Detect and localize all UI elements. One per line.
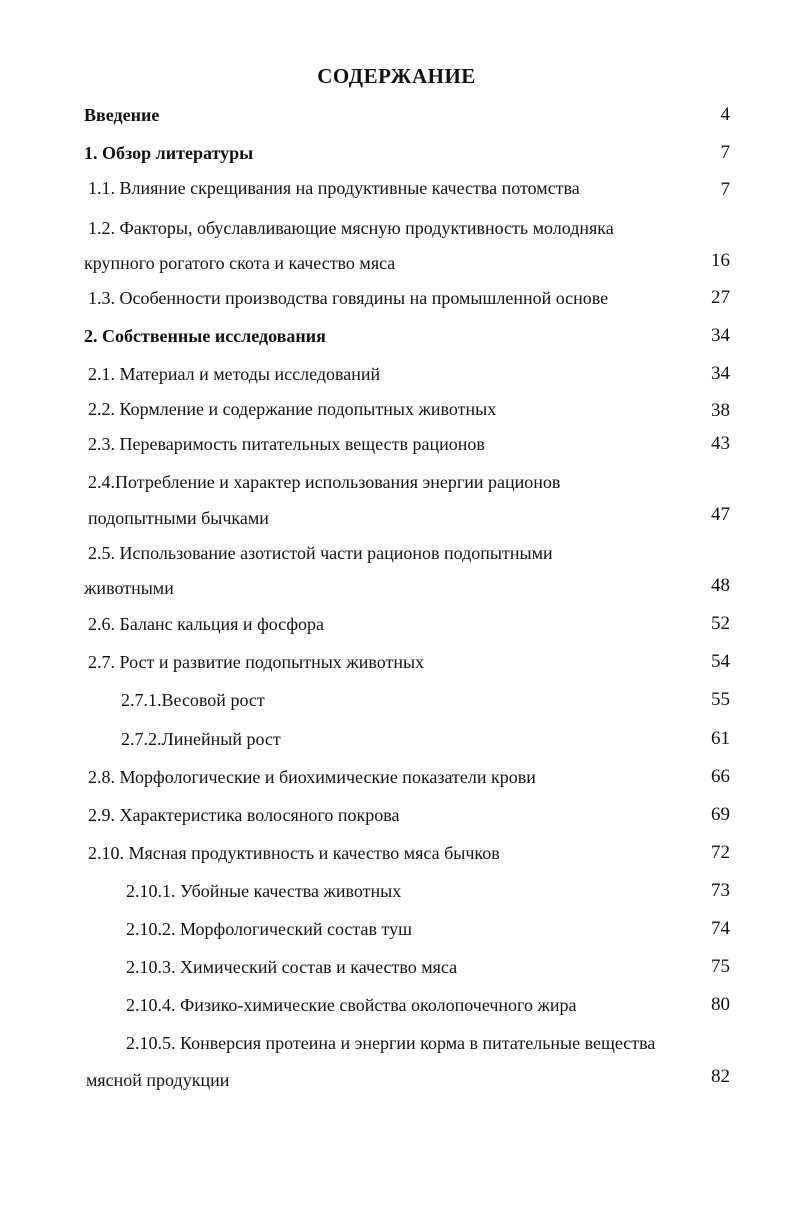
toc-page-number: 7 — [720, 142, 730, 163]
toc-entry-2-1: 2.1. Материал и методы исследований — [88, 364, 381, 384]
toc-page-number: 47 — [711, 504, 730, 525]
toc-entry-1-3: 1.3. Особенности производства говядины на промышленной основе — [88, 288, 609, 308]
toc-entry-2-8: 2.8. Морфологические и биохимические показатели крови — [88, 767, 536, 787]
toc-page-number: 61 — [711, 728, 730, 749]
toc-entry-2-10-1: 2.10.1. Убойные качества животных — [126, 881, 402, 901]
toc-page-number: 7 — [720, 179, 730, 200]
toc-entry-1-2-continued: крупного рогатого скота и качество мяса — [84, 253, 396, 273]
toc-entry-2-4-continued: подопытными бычками — [88, 508, 269, 528]
toc-entry-section-1: 1. Обзор литературы — [84, 143, 254, 163]
toc-page-number: 73 — [711, 880, 730, 901]
toc-entry-2-5: 2.5. Использование азотистой части рационов подопытными — [88, 543, 553, 563]
toc-page-number: 16 — [711, 250, 730, 271]
toc-page-number: 48 — [711, 575, 730, 596]
toc-entry-2-4: 2.4.Потребление и характер использования энергии рационов — [88, 472, 561, 492]
toc-page-number: 75 — [711, 956, 730, 977]
toc-page-number: 72 — [711, 842, 730, 863]
toc-entry-2-10-5-continued: мясной продукции — [86, 1070, 230, 1090]
toc-page-number: 69 — [711, 804, 730, 825]
toc-page-number: 43 — [711, 433, 730, 454]
toc-page-number: 80 — [711, 994, 730, 1015]
toc-entry-introduction: Введение — [84, 105, 160, 125]
toc-entry-2-10: 2.10. Мясная продуктивность и качество мяса бычков — [88, 843, 500, 863]
toc-entry-2-10-5: 2.10.5. Конверсия протеина и энергии корма в питательные вещества — [126, 1033, 656, 1053]
toc-entry-section-2: 2. Собственные исследования — [84, 326, 326, 346]
toc-page-number: 82 — [711, 1066, 730, 1087]
page-title: СОДЕРЖАНИЕ — [317, 64, 476, 88]
toc-entry-2-6: 2.6. Баланс кальция и фосфора — [88, 614, 325, 634]
toc-page-number: 27 — [711, 287, 730, 308]
toc-page-number: 74 — [711, 918, 730, 939]
toc-entry-2-9: 2.9. Характеристика волосяного покрова — [88, 805, 400, 825]
toc-entry-2-5-continued: животными — [84, 578, 174, 598]
toc-entry-2-3: 2.3. Переваримость питательных веществ рационов — [88, 434, 485, 454]
toc-page-number: 4 — [720, 104, 730, 125]
toc-page-number: 55 — [711, 689, 730, 710]
toc-entry-1-2: 1.2. Факторы, обуславливающие мясную продуктивность молодняка — [88, 218, 614, 238]
toc-page-number: 66 — [711, 766, 730, 787]
toc-entry-2-7-2: 2.7.2.Линейный рост — [121, 729, 281, 749]
toc-entry-1-1: 1.1. Влияние скрещивания на продуктивные качества потомства — [88, 178, 580, 198]
toc-page-number: 52 — [711, 613, 730, 634]
toc-entry-2-2: 2.2. Кормление и содержание подопытных животных — [88, 399, 497, 419]
toc-page-number: 34 — [711, 363, 730, 384]
toc-entry-2-7-1: 2.7.1.Весовой рост — [121, 690, 265, 710]
toc-page-number: 54 — [711, 651, 730, 672]
toc-page-number: 38 — [711, 400, 730, 421]
toc-entry-2-10-3: 2.10.3. Химический состав и качество мяса — [126, 957, 458, 977]
toc-page-number: 34 — [711, 325, 730, 346]
toc-entry-2-10-2: 2.10.2. Морфологический состав туш — [126, 919, 412, 939]
toc-entry-2-10-4: 2.10.4. Физико-химические свойства околопочечного жира — [126, 995, 577, 1015]
toc-entry-2-7: 2.7. Рост и развитие подопытных животных — [88, 652, 425, 672]
